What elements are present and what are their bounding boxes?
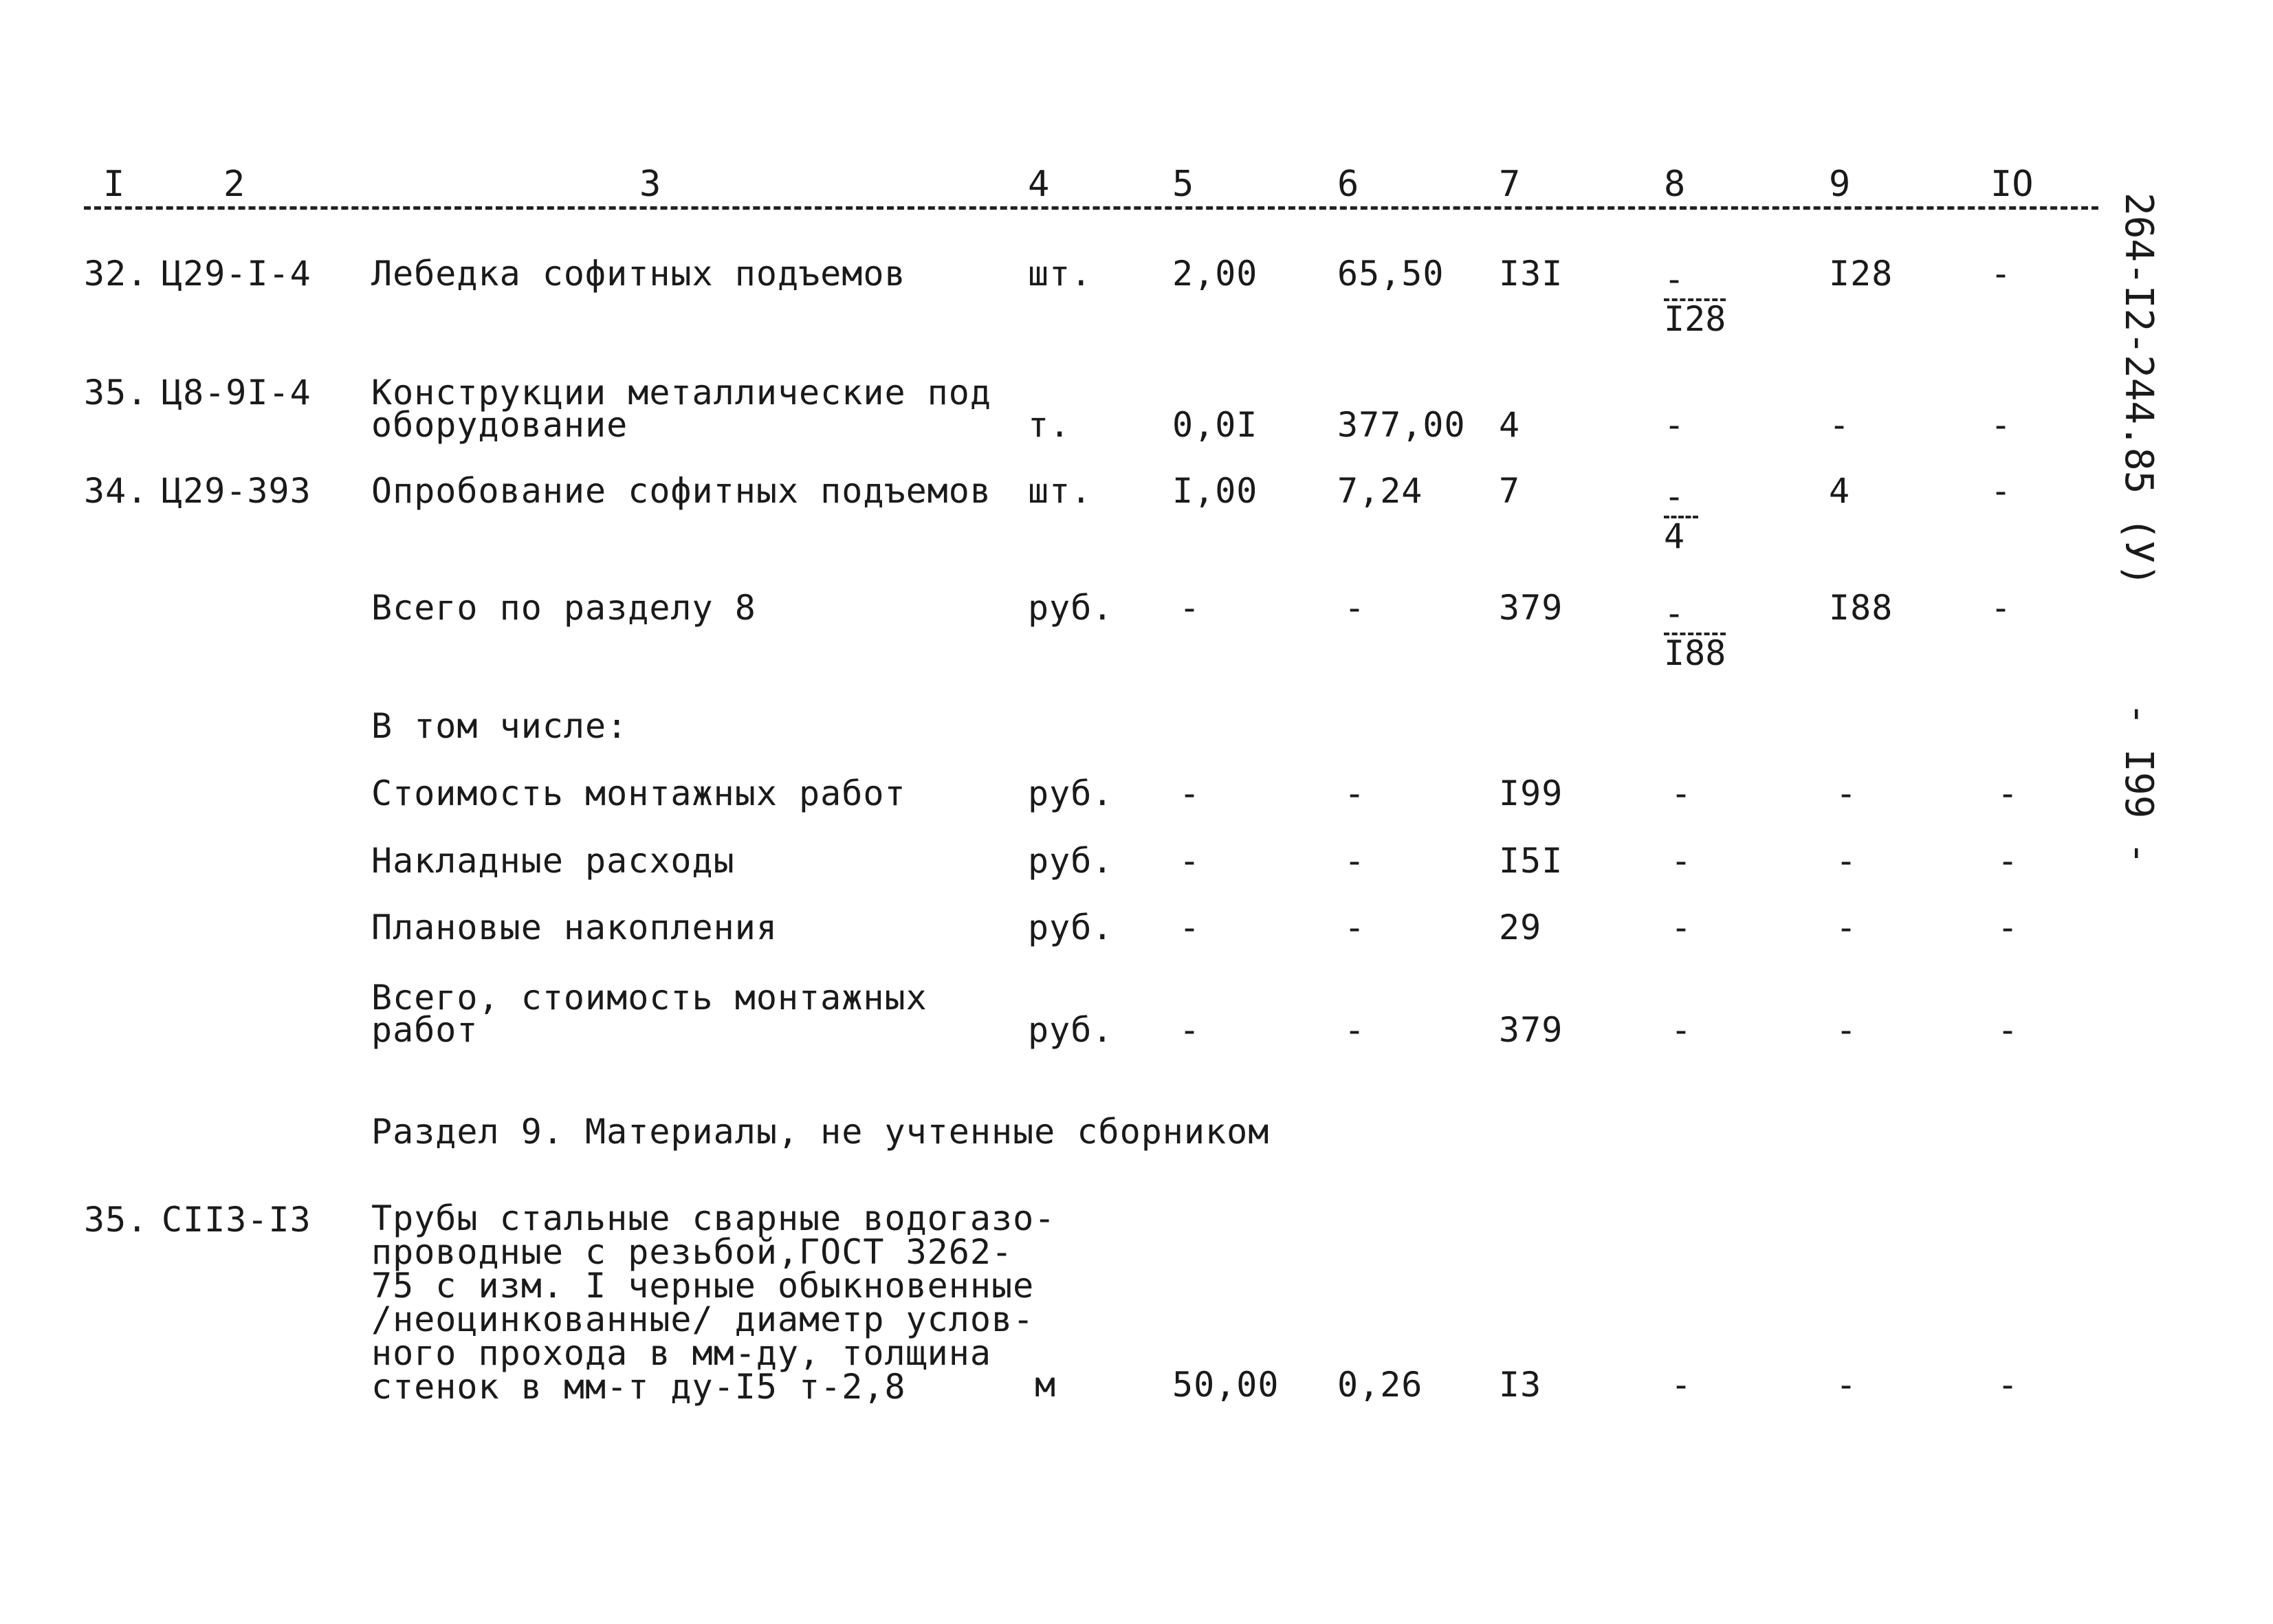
row-col10: - [1997, 1010, 2019, 1050]
row-col9: - [1836, 773, 1858, 813]
row-total: 4 [1499, 405, 1521, 445]
row-fraction [1664, 476, 1712, 556]
col-header-3: 3 [639, 164, 661, 205]
row-code: Ц8-9I-4 [162, 373, 311, 413]
row-fraction [1664, 595, 1726, 671]
row-name-line5: ного прохода в мм-ду, толщина [371, 1333, 991, 1373]
row-name: Лебедка софитных подъемов [371, 254, 906, 294]
row-unit: руб. [1028, 908, 1114, 947]
row-col8: - [1671, 908, 1693, 947]
row-unit: руб. [1028, 773, 1114, 813]
side-label [2118, 193, 2159, 865]
row-col8: - [1671, 841, 1693, 881]
row-num: 35. [84, 373, 149, 413]
row-name: Накладные расходы [371, 841, 735, 881]
row-unit: шт. [1028, 254, 1092, 294]
row-col9: - [1836, 1010, 1858, 1050]
row-col9: - [1836, 908, 1858, 947]
fraction-bottom: I88 [1664, 633, 1726, 673]
row-col8: - [1671, 1010, 1693, 1050]
row-unit: руб. [1028, 841, 1114, 881]
row-col10: - [1990, 254, 2012, 294]
row-unit: руб. [1028, 1010, 1114, 1050]
row-qty: - [1179, 908, 1201, 947]
side-page: - I99 - [2116, 702, 2161, 865]
row-col9: I28 [1829, 254, 1893, 294]
row-unit: шт. [1028, 471, 1092, 511]
row-unit: руб. [1028, 588, 1114, 628]
row-qty: - [1179, 588, 1201, 628]
row-total: 7 [1499, 471, 1521, 511]
row-total: I3I [1499, 254, 1563, 294]
row-name-line1: Конструкции металлические под [371, 373, 991, 413]
row-name: Опробование софитных подъемов [371, 471, 991, 511]
row-num: 32. [84, 254, 149, 294]
row-qty: - [1179, 773, 1201, 813]
row-price: - [1344, 908, 1366, 947]
row-col8: - [1664, 405, 1686, 445]
col-header-2: 2 [223, 164, 245, 205]
row-name-line6: стенок в мм-т ду-I5 т-2,8 [371, 1367, 906, 1407]
row-col9: 4 [1829, 471, 1851, 511]
fraction-top: - [1664, 476, 1685, 516]
row-name: Плановые накопления [371, 908, 778, 947]
col-header-8: 8 [1664, 164, 1686, 205]
row-qty: I,00 [1172, 471, 1258, 511]
row-total: I99 [1499, 773, 1563, 813]
row-price: 0,26 [1337, 1365, 1423, 1405]
col-header-9: 9 [1829, 164, 1851, 205]
row-col10: - [1990, 405, 2012, 445]
row-price: 65,50 [1337, 254, 1445, 294]
row-num: 34. [84, 471, 149, 511]
row-name-line1: Всего, стоимость монтажных [371, 978, 927, 1018]
row-col10: - [1997, 908, 2019, 947]
row-total: 379 [1499, 588, 1563, 628]
row-unit: м [1035, 1365, 1057, 1405]
row-total: I3 [1499, 1365, 1542, 1405]
row-total: 379 [1499, 1010, 1563, 1050]
row-qty: 50,00 [1172, 1365, 1280, 1405]
row-name: Стоимость монтажных работ [371, 773, 906, 813]
row-col9: - [1836, 841, 1858, 881]
row-col8: - [1671, 1365, 1693, 1405]
col-header-1: I [103, 164, 125, 205]
row-col9: - [1829, 405, 1851, 445]
row-col10: - [1990, 588, 2012, 628]
row-qty: 0,0I [1172, 405, 1258, 445]
row-code: Ц29-I-4 [162, 254, 311, 294]
row-col8: - [1671, 773, 1693, 813]
row-col10: - [1997, 1365, 2019, 1405]
including-label: В том числе: [371, 706, 628, 746]
row-fraction [1664, 261, 1726, 337]
row-unit: т. [1028, 405, 1071, 445]
row-total: I5I [1499, 841, 1563, 881]
row-price: 377,00 [1337, 405, 1466, 445]
row-name-line2: работ [371, 1010, 479, 1050]
row-col10: - [1990, 471, 2012, 511]
fraction-top: - [1664, 259, 1685, 299]
section-9-heading: Раздел 9. Материалы, не учтенные сборником [371, 1112, 1270, 1152]
col-header-4: 4 [1028, 164, 1050, 205]
row-price: - [1344, 588, 1366, 628]
row-qty: 2,00 [1172, 254, 1258, 294]
fraction-bottom: 4 [1664, 516, 1685, 556]
row-col10: - [1997, 841, 2019, 881]
row-name-line4: /неоцинкованные/ диаметр услов- [371, 1299, 1035, 1339]
row-name-line1: Трубы стальные сварные водогазо- [371, 1198, 1056, 1238]
row-name-line2: проводные с резьбой,ГОСТ 3262- [371, 1232, 1013, 1272]
row-col9: - [1836, 1365, 1858, 1405]
col-header-5: 5 [1172, 164, 1194, 205]
row-code: СII3-I3 [162, 1200, 311, 1240]
row-col9: I88 [1829, 588, 1893, 628]
row-price: - [1344, 1010, 1366, 1050]
col-header-7: 7 [1499, 164, 1521, 205]
row-num: 35. [84, 1200, 149, 1240]
row-col10: - [1997, 773, 2019, 813]
col-header-10: IO [1990, 164, 2034, 205]
row-qty: - [1179, 841, 1201, 881]
row-name-line2: оборудование [371, 405, 628, 445]
row-qty: - [1179, 1010, 1201, 1050]
row-total: 29 [1499, 908, 1542, 947]
row-code: Ц29-393 [162, 471, 311, 511]
fraction-top: - [1664, 593, 1685, 633]
fraction-bottom: I28 [1664, 299, 1726, 339]
row-price: 7,24 [1337, 471, 1423, 511]
row-price: - [1344, 841, 1366, 881]
header-rule [84, 206, 2098, 210]
row-name-line3: 75 с изм. I черные обыкновенные [371, 1266, 1035, 1306]
side-code: 264-I2-244.85 (У) [2116, 193, 2161, 587]
total-label: Всего по разделу 8 [371, 588, 756, 628]
row-price: - [1344, 773, 1366, 813]
col-header-6: 6 [1337, 164, 1359, 205]
